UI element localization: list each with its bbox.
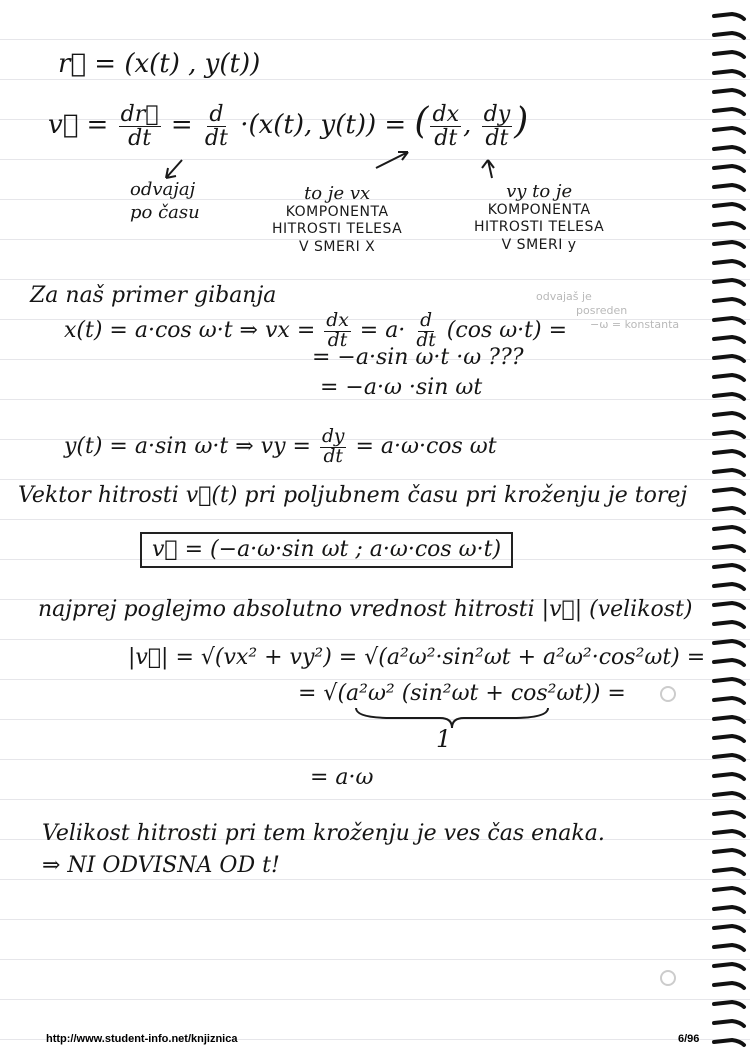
fraction-d-dt: $\frac{d}{dt}$: [204, 101, 228, 151]
spiral-coil: [714, 565, 744, 570]
spiral-coil: [714, 337, 744, 342]
underbrace: [352, 706, 552, 730]
spiral-coil: [714, 755, 744, 760]
magnitude-eq-1: |v⃗| = √(vx² + vy²) = √(a²ω²·sin²ωt + a²ω²·cos²ωt) =: [128, 645, 706, 670]
conclusion-highlight: ⇒ NI ODVISNA OD t!: [42, 853, 280, 878]
spiral-coil: [714, 698, 744, 703]
annotation-vy: vy to je KOMPONENTA HITROSTI TELESA V SMERI y: [474, 181, 605, 253]
spiral-coil: [714, 983, 744, 988]
spiral-coil: [714, 508, 744, 513]
y-derivative-line: y(t) = a·sin ω·t ⇒ vy = $\frac{dy}{dt}$ = a·ω·cos ωt: [64, 426, 497, 467]
spiral-coil: [714, 660, 744, 665]
spiral-coil: [714, 603, 744, 608]
magnitude-eq-2: = √(a²ω² (sin²ωt + cos²ωt)) =: [298, 681, 626, 706]
spiral-coil: [714, 926, 744, 931]
spiral-coil: [714, 413, 744, 418]
velocity-lhs: v⃗ =: [48, 110, 109, 140]
spiral-coil: [714, 679, 744, 684]
conclusion-sentence: Velikost hitrosti pri tem kroženju je ves čas enaka.: [42, 821, 605, 846]
spiral-coil: [714, 432, 744, 437]
spiral-coil: [714, 470, 744, 475]
spiral-coil: [714, 1040, 744, 1045]
annotation-derive: odvajaj po času: [130, 179, 200, 224]
x-derivative-line: x(t) = a·cos ω·t ⇒ vx = $\frac{dx}{dt}$ = a· $\frac{d}{dt}$ (cos ω·t) =: [64, 310, 568, 351]
spiral-coil: [714, 1021, 744, 1026]
spiral-coil: [714, 489, 744, 494]
spiral-coil: [714, 736, 744, 741]
example-heading: Za naš primer gibanja: [30, 283, 277, 308]
spiral-coil: [714, 717, 744, 722]
spiral-coil: [714, 850, 744, 855]
underbrace-value: 1: [436, 725, 452, 753]
spiral-coil: [714, 451, 744, 456]
footer-url: http://www.student-info.net/knjiznica: [46, 1033, 238, 1045]
velocity-vector-boxed-result: v⃗ = (−a·ω·sin ωt ; a·ω·cos ω·t): [140, 532, 513, 568]
spiral-coil: [714, 375, 744, 380]
spiral-coil: [714, 584, 744, 589]
spiral-coil: [714, 869, 744, 874]
magnitude-eq-3: = a·ω: [310, 765, 374, 790]
spiral-coil: [714, 546, 744, 551]
spiral-coil: [714, 774, 744, 779]
faint-side-note: odvajaš je posreden −ω = konstanta: [536, 290, 680, 331]
x-derivative-step2: = −a·sin ω·t ·ω ???: [312, 345, 524, 370]
fraction-dx-dt: $\frac{dx}{dt}$: [432, 101, 460, 151]
fraction-dr-dt: $\frac{dr⃗}{dt}$: [120, 101, 159, 151]
spiral-coil: [714, 812, 744, 817]
position-vector-line: r⃗ = (x(t) , y(t)): [58, 49, 261, 79]
magnitude-sentence: najprej poglejmo absolutno vrednost hitrosti |v⃗| (velikost): [38, 597, 693, 622]
spiral-coil: [714, 793, 744, 798]
spiral-coil: [714, 907, 744, 912]
punch-hole: [660, 686, 676, 702]
spiral-coil: [714, 888, 744, 893]
velocity-definition-line: v⃗ = $\frac{dr⃗}{dt}$ = $\frac{d}{dt}$ ·(x(t), y(t)) = ( $\frac{dx}{dt}$ , $\frac{dy}{dt}$ ): [48, 101, 529, 151]
spiral-coil: [714, 527, 744, 532]
spiral-coil: [714, 622, 744, 627]
velocity-vector-sentence: Vektor hitrosti v⃗(t) pri poljubnem času pri kroženju je torej: [18, 483, 688, 508]
spiral-coil: [714, 356, 744, 361]
spiral-coil: [714, 964, 744, 969]
fraction-dy-dt: $\frac{dy}{dt}$: [483, 101, 511, 151]
x-derivative-step3: = −a·ω ·sin ωt: [320, 375, 483, 400]
spiral-coil: [714, 318, 744, 323]
punch-hole: [660, 970, 676, 986]
spiral-coil: [714, 641, 744, 646]
footer-page-number: 6/96: [678, 1033, 700, 1045]
annotation-vx: to je vx KOMPONENTA HITROSTI TELESA V SMERI X: [272, 183, 403, 255]
spiral-coil: [714, 831, 744, 836]
spiral-coil: [714, 394, 744, 399]
spiral-coil: [714, 1002, 744, 1007]
spiral-coil: [714, 945, 744, 950]
